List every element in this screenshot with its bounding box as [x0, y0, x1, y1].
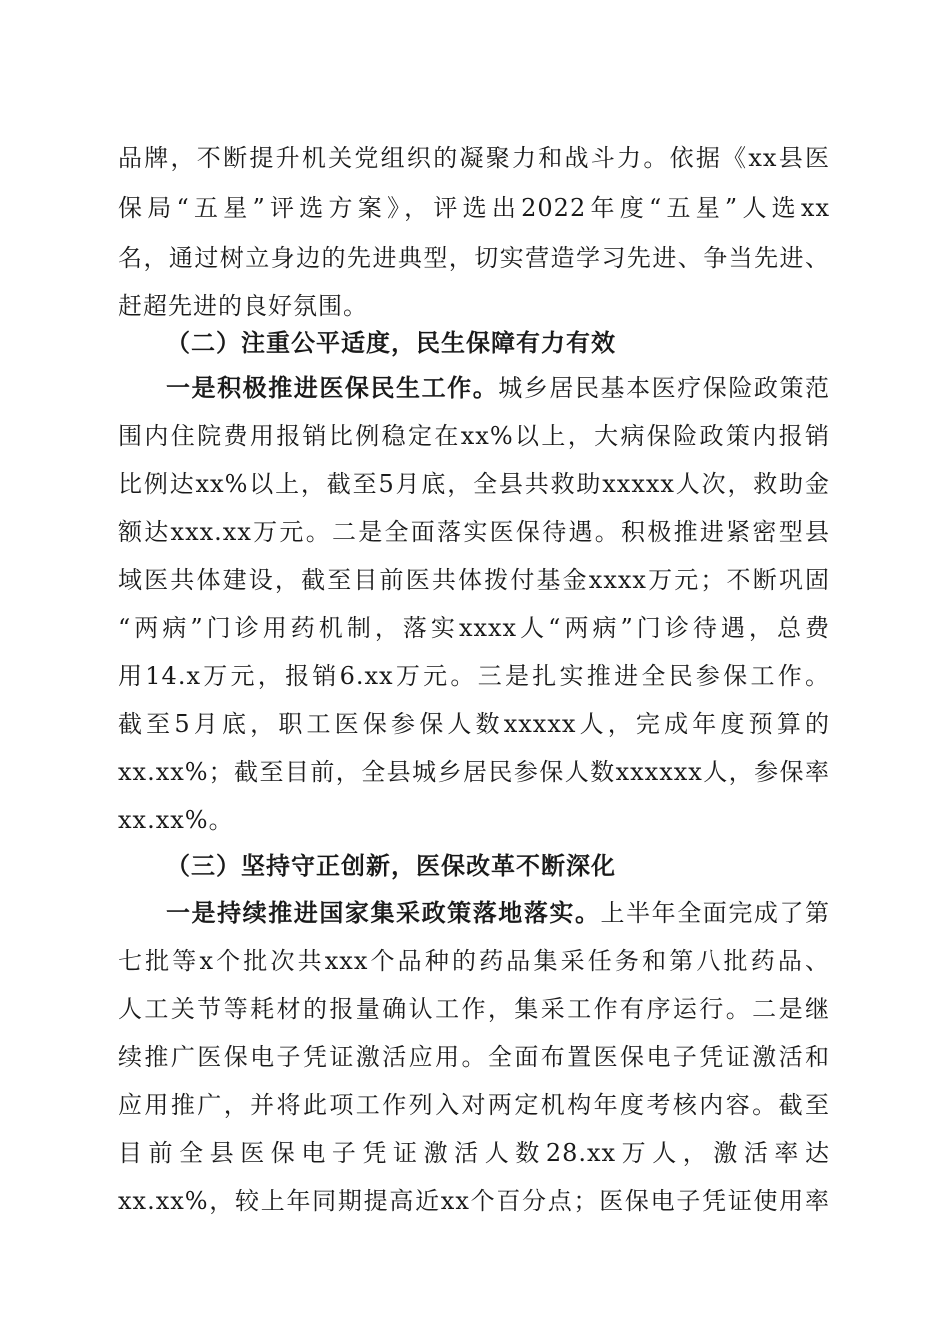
section-heading-3: （三）坚持守正创新，医保改革不断深化 — [166, 851, 616, 880]
para3-line-5: 应用推广，并将此项工作列入对两定机构年度考核内容。截至 — [118, 1091, 830, 1119]
para2-line-1 — [118, 370, 830, 406]
para1-line-3: 名，通过树立身边的先进典型，切实营造学习先进、争当先进、 — [118, 244, 830, 272]
para2-lead: 一是积极推进医保民生工作。 — [166, 373, 499, 402]
para2-line-8: 截至5月底，职工医保参保人数xxxxx人，完成年度预算的 — [118, 710, 830, 738]
para2-line-5: 域医共体建设，截至目前医共体拨付基金xxxx万元；不断巩固 — [118, 566, 830, 594]
para2-line-9: xx.xx%；截至目前，全县城乡居民参保人数xxxxxx人，参保率 — [118, 758, 830, 786]
para3-line-6: 目前全县医保电子凭证激活人数28.xx万人，激活率达 — [118, 1139, 830, 1167]
para3-line-1-rest: 上半年全面完成了第 — [600, 899, 831, 927]
para3-line-4: 续推广医保电子凭证激活应用。全面布置医保电子凭证激活和 — [118, 1043, 830, 1071]
para3-line-2: 七批等x个批次共xxx个品种的药品集采任务和第八批药品、 — [118, 947, 830, 975]
para1-line-1: 品牌，不断提升机关党组织的凝聚力和战斗力。依据《xx县医 — [118, 144, 830, 172]
para2-line-3: 比例达xx%以上，截至5月底，全县共救助xxxxx人次，救助金 — [118, 470, 830, 498]
para2-line-2: 围内住院费用报销比例稳定在xx%以上，大病保险政策内报销 — [118, 422, 830, 450]
para2-line-7: 用14.x万元，报销6.xx万元。三是扎实推进全民参保工作。 — [118, 662, 830, 690]
para3-line-7: xx.xx%，较上年同期提高近xx个百分点；医保电子凭证使用率 — [118, 1187, 830, 1215]
para3-line-1 — [118, 895, 830, 931]
para1-line-2: 保局“五星”评选方案》，评选出2022年度“五星”人选xx — [118, 194, 830, 222]
para2-line-4: 额达xxx.xx万元。二是全面落实医保待遇。积极推进紧密型县 — [118, 518, 830, 546]
para2-line-6: “两病”门诊用药机制，落实xxxx人“两病”门诊待遇，总费 — [118, 614, 830, 642]
para2-line-10: xx.xx%。 — [118, 806, 234, 834]
para2-line-1-rest: 城乡居民基本医疗保险政策范 — [498, 374, 831, 402]
section-heading-2: （二）注重公平适度，民生保障有力有效 — [166, 328, 616, 357]
para3-lead: 一是持续推进国家集采政策落地落实。 — [166, 898, 601, 927]
para1-line-4: 赶超先进的良好氛围。 — [118, 292, 368, 320]
para3-line-3: 人工关节等耗材的报量确认工作，集采工作有序运行。二是继 — [118, 995, 830, 1023]
